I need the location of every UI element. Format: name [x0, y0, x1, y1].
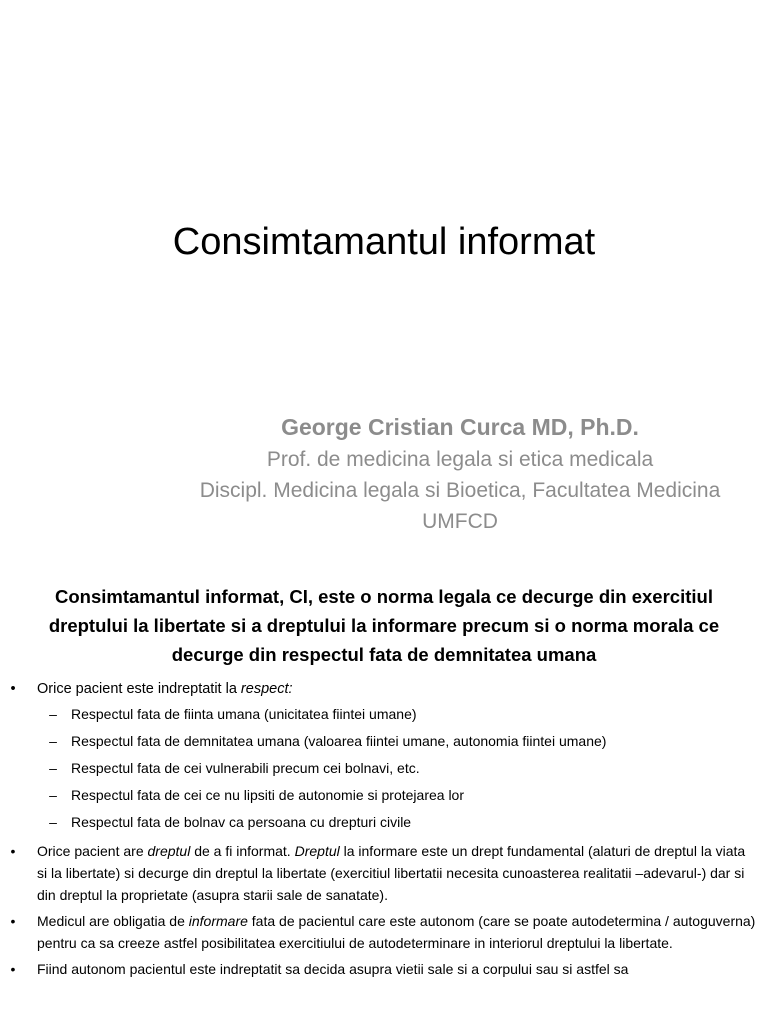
bullet-respect [0, 678, 768, 701]
sub-bullet-text: Respectul fata de demnitatea umana (valoarea fiintei umane, autonomia fiintei umane) [71, 733, 607, 749]
bullet-mark: • [10, 961, 16, 977]
slide-title: Consimtamantul informat [172, 221, 596, 263]
bullet-text: fata de pacientul care este autonom (care se poate autodetermina / autoguverna) pentru ca sa creeze astfel posibilitatea exercitiului de autodeterminare in interiorul dreptului la libertate. [37, 913, 756, 951]
bullet-emphasis: Dreptul [294, 843, 340, 859]
author-role: Prof. de medicina legala si etica medicala [266, 448, 654, 471]
dash-mark: – [49, 706, 57, 722]
sub-bullet-text: Respectul fata de bolnav ca persoana cu drepturi civile [71, 814, 412, 830]
bullet-emphasis: informare [188, 913, 248, 929]
bullet-mark: • [10, 843, 16, 859]
bullet-right-to-information [0, 840, 768, 906]
bullet-mark: • [10, 681, 16, 697]
bullet-text: de a fi informat. [190, 843, 295, 859]
author-name: George Cristian Curca MD, Ph.D. [281, 414, 639, 440]
definition-statement: Consimtamantul informat, CI, este o norma legala ce decurge din exercitiul dreptului la libertate si a dreptului la informare precum si o norma morala ce decurge din respectul fata de demnitatea umana [48, 586, 720, 665]
bullet-duty-to-inform [0, 910, 768, 954]
sub-bullet [0, 728, 768, 755]
bullet-text: Medicul are obligatia de [37, 913, 189, 929]
dash-mark: – [49, 814, 57, 830]
dash-mark: – [49, 733, 57, 749]
sub-bullet-text: Respectul fata de cei ce nu lipsiti de autonomie si protejarea lor [71, 787, 464, 803]
bullet-emphasis: dreptul [147, 843, 191, 859]
bullet-text: la informare este un drept fundamental (alaturi de dreptul la viata si la libertate) si decurge din dreptul la libertate (exercitiul libertatii necesita cunoasterea realitatii –adevarul-) dar si din dreptul la proprietate (asupra starii sale de sanatate). [37, 843, 746, 903]
dash-mark: – [49, 760, 57, 776]
sub-bullet [0, 809, 768, 836]
bullet-mark: • [10, 913, 16, 929]
sub-bullet-text: Respectul fata de fiinta umana (unicitatea fiintei umane) [71, 706, 417, 722]
bullet-text: Orice pacient are [37, 843, 148, 859]
bullet-autonomy [0, 958, 768, 980]
bullet-list [0, 678, 768, 980]
sub-bullet-text: Respectul fata de cei vulnerabili precum cei bolnavi, etc. [71, 760, 420, 776]
author-block [168, 410, 752, 537]
sub-bullet [0, 755, 768, 782]
sub-bullet [0, 701, 768, 728]
bullet-emphasis: respect: [240, 681, 293, 697]
dash-mark: – [49, 787, 57, 803]
author-department: Discipl. Medicina legala si Bioetica, Facultatea Medicina UMFCD [199, 479, 721, 533]
bullet-text: Fiind autonom pacientul este indreptatit sa decida asupra vietii sale si a corpului sau si astfel sa [37, 961, 629, 977]
bullet-text: Orice pacient este indreptatit la [37, 681, 241, 697]
sub-bullet [0, 782, 768, 809]
